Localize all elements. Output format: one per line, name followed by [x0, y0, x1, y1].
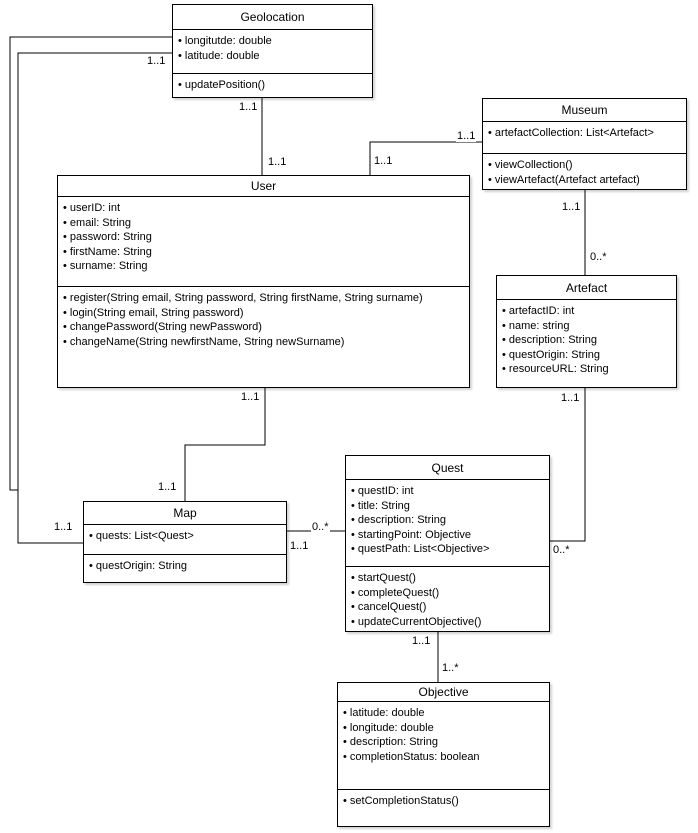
class-member: • login(String email, String password): [63, 306, 244, 319]
class-title: Quest: [431, 460, 464, 475]
edge-user-map[interactable]: [185, 388, 265, 501]
class-quest[interactable]: [345, 455, 550, 632]
class-member: • description: String: [343, 736, 438, 748]
class-member: • completionStatus: boolean: [343, 750, 480, 763]
class-title: User: [250, 179, 277, 193]
class-member: • setCompletionStatus(): [343, 795, 459, 807]
class-member: • questOrigin: String: [89, 560, 188, 572]
multiplicity-user-map-from: 1..1: [241, 391, 260, 403]
class-member: • latitude: double: [178, 49, 260, 62]
class-member: • latitude: double: [343, 707, 425, 719]
class-member: • artefactID: int: [502, 305, 575, 317]
class-member: • description: String: [351, 514, 446, 526]
class-member: • longitutde: double: [178, 35, 272, 47]
class-member: • surname: String: [63, 260, 148, 272]
class-compartment: [483, 121, 686, 153]
class-objective[interactable]: [337, 682, 550, 827]
multiplicity-geolocation-map-to: 1..1: [54, 521, 73, 533]
class-member: • updatePosition(): [178, 79, 266, 91]
multiplicity-map-quest-from: 1..1: [290, 540, 309, 552]
class-title: Museum: [561, 103, 608, 117]
class-compartment: [497, 299, 676, 387]
class-title: Artefact: [565, 280, 608, 295]
class-compartment: [84, 554, 286, 582]
class-member: • cancelQuest(): [351, 601, 427, 613]
multiplicity-map-quest-to: 0..*: [312, 521, 329, 533]
class-member: • viewArtefact(Artefact artefact): [488, 173, 640, 186]
multiplicity-quest-objective-from: 1..1: [412, 635, 431, 647]
class-compartment: [338, 789, 549, 826]
class-member: • resourceURL: String: [502, 363, 609, 375]
class-member: • artefactCollection: List<Artefact>: [488, 127, 654, 139]
class-member: • completeQuest(): [351, 586, 440, 599]
class-member: • changeName(String newfirstName, String newSurname): [63, 335, 345, 348]
class-compartment: [483, 153, 686, 189]
multiplicity-geolocation-user-to: 1..1: [268, 156, 287, 168]
class-museum[interactable]: [482, 98, 687, 190]
class-member: • name: string: [502, 319, 570, 332]
class-member: • startQuest(): [351, 572, 416, 584]
class-member: • firstName: String: [63, 245, 152, 258]
multiplicity-quest-objective-to: 1..*: [442, 662, 459, 674]
edge-artefact-quest[interactable]: [550, 388, 585, 541]
class-member: • longitude: double: [343, 721, 434, 734]
class-compartment: [58, 196, 469, 286]
class-user[interactable]: [57, 175, 470, 388]
class-compartment: [338, 701, 549, 789]
class-compartment: [173, 73, 372, 97]
multiplicity-museum-user-to: 1..1: [374, 155, 393, 167]
class-title: Objective: [418, 685, 469, 699]
class-title: Geolocation: [240, 10, 305, 24]
class-compartment: [173, 29, 372, 73]
class-member: • quests: List<Quest>: [89, 530, 194, 542]
multiplicity-museum-artefact-to: 0..*: [590, 251, 607, 263]
class-compartment: [346, 479, 549, 566]
class-map[interactable]: [83, 501, 287, 583]
class-member: • email: String: [63, 216, 132, 229]
multiplicity-museum-artefact-from: 1..1: [562, 201, 581, 213]
class-member: • startingPoint: Objective: [351, 528, 472, 541]
class-member: • questOrigin: String: [502, 348, 601, 361]
class-member: • changePassword(String newPassword): [63, 321, 262, 333]
class-member: • questID: int: [351, 485, 414, 497]
multiplicity-geolocation-user-from: 1..1: [239, 101, 258, 113]
class-member: • userID: int: [63, 202, 121, 214]
multiplicity-artefact-quest-to: 0..*: [553, 544, 570, 556]
class-member: • description: String: [502, 334, 597, 346]
class-member: • questPath: List<Objective>: [351, 543, 490, 555]
class-compartment: [346, 566, 549, 631]
multiplicity-museum-user-from: 1..1: [457, 130, 476, 142]
class-compartment: [84, 524, 286, 554]
class-geolocation[interactable]: [172, 4, 373, 98]
multiplicity-artefact-quest-from: 1..1: [561, 392, 580, 404]
class-member: • updateCurrentObjective(): [351, 615, 482, 628]
class-compartment: [58, 286, 469, 387]
class-member: • register(String email, String password, String firstName, String surname): [63, 292, 423, 304]
class-title: Map: [173, 506, 197, 520]
class-artefact[interactable]: [496, 275, 677, 388]
multiplicity-geolocation-map-from: 1..1: [147, 55, 166, 67]
class-member: • password: String: [63, 231, 152, 243]
class-member: • title: String: [351, 499, 410, 512]
multiplicity-user-map-to: 1..1: [158, 481, 177, 493]
class-member: • viewCollection(): [488, 159, 573, 171]
